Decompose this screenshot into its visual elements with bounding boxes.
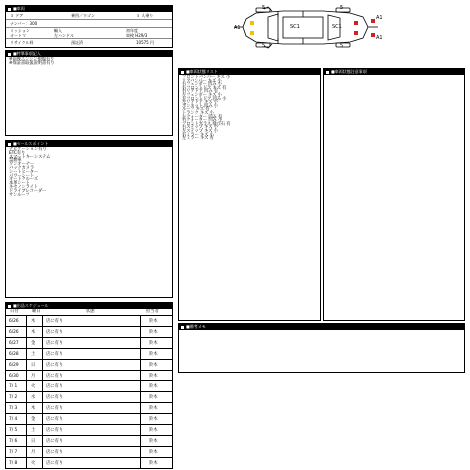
schedule-title: ■出品スケジュール [13,303,49,308]
feature-line: ※前後エンジン損傷有り [9,57,55,62]
schedule-cell-status: 店に有り [46,373,64,379]
info-cell: 輸入 [54,28,62,33]
schedule-cell-status: 店に有り [46,406,64,412]
condition-line: 左フェンダー キズ 小 [182,93,222,98]
sales-point-line: シートヒーター [9,169,39,175]
sales-points-title: ■セールスポイント [13,141,49,146]
schedule-cell-date: 6/29 [9,362,19,368]
sales-point-line: キセノンライト [9,185,39,190]
condition-notes-title: ■車両状態注意事項 [331,69,367,74]
sales-point-line: ナビゲーション有り [9,147,47,152]
schedule-cell-status: 店に有り [46,428,64,433]
header-marker-icon [8,143,11,146]
schedule-cell-status: 店に有り [46,329,64,335]
schedule-cell-status: 店に有り [46,340,64,346]
condition-line: リアバンパー キズ 小 [182,78,222,84]
info-row [6,12,172,20]
condition-line: ルーフ キズ 有 [182,107,210,113]
info-cell: 乗用／ワゴン [71,13,95,18]
condition-list-panel [178,68,321,321]
schedule-cell-date: 6/27 [9,340,19,346]
schedule-cell-day: 水 [31,395,36,401]
schedule-cell-staff: 鈴木 [149,384,158,390]
condition-line: 右リアドア 凹み 有 [182,89,218,95]
schedule-cell-staff: 鈴木 [149,329,158,335]
header-marker-icon [181,326,184,329]
damage-label: SC1 [332,24,342,30]
schedule-cell-staff: 鈴木 [149,449,158,455]
sales-point-line: ワンオーナー [9,162,35,168]
condition-line: 左フロントドア 凹み 小 [182,96,227,102]
schedule-cell-status: 店に有り [46,395,64,401]
schedule-cell-staff: 鈴木 [149,362,158,368]
info-row [6,20,172,28]
schedule-table [6,315,172,468]
car-outline-icon [228,5,398,50]
schedule-cell-staff: 鈴木 [149,340,158,346]
column-header: 状態 [86,309,95,314]
schedule-panel [5,302,173,469]
damage-label: 5 [340,5,344,11]
schedule-cell-day: 日 [31,362,36,368]
schedule-cell-day: 木 [31,329,36,335]
schedule-cell-staff: 鈴木 [149,319,158,324]
vehicle-info-title: ■車両 [13,6,25,11]
damage-marker [354,31,358,35]
condition-line: フロントバンパー キズ 小 [182,75,231,80]
damage-label: 5 [262,5,266,11]
condition-line: トランク キズ 小 [182,111,214,116]
schedule-cell-day: 土 [31,428,36,433]
damage-marker [371,19,375,23]
schedule-cell-staff: 鈴木 [149,428,158,433]
schedule-cell-staff: 鈴木 [149,417,158,423]
damage-label: A1 [234,25,241,31]
damage-marker [371,33,375,37]
header-marker-icon [326,71,329,74]
schedule-cell-day: 火 [31,460,36,466]
schedule-cell-day: 金 [31,417,36,423]
schedule-cell-day: 月 [31,449,36,455]
info-cell: ナンバー：300 [10,21,38,26]
schedule-cell-staff: 鈴木 [149,438,158,444]
condition-line: 左クォーター 凹み 有 [182,114,223,120]
schedule-cell-date: 6/26 [9,329,19,335]
schedule-cell-date: 7/ 3 [9,406,18,412]
condition-line: ボンネット 凹み 小 [182,103,218,109]
schedule-cell-status: 店に有り [46,384,64,390]
info-cell: オートマ [10,33,26,38]
schedule-cell-date: 7/ 5 [9,428,18,433]
sales-point-line: バックカメラ [9,166,35,171]
features-title: ■特筆事項記入 [13,51,41,56]
schedule-cell-day: 木 [31,406,36,412]
damage-marker [250,31,254,35]
schedule-cell-status: 店に有り [46,417,64,423]
sales-points-panel [5,140,173,298]
condition-list-title: ■車両状態リスト [186,69,218,74]
memo-title: ■備考メモ [186,324,206,329]
header-marker-icon [181,71,184,74]
sales-point-line: パワーシート [9,173,35,179]
header-marker-icon [8,8,11,11]
condition-line: フロントガラス 飛び石 有 [182,121,231,127]
condition-line: 左ミラー キズ 有 [182,136,214,142]
car-damage-diagram [228,5,398,50]
schedule-cell-date: 6/26 [9,319,19,324]
schedule-cell-date: 6/28 [9,351,19,357]
schedule-cell-staff: 鈴木 [149,460,158,466]
sales-point-line: オートクルーズ [9,177,38,183]
schedule-cell-status: 店に有り [46,438,64,444]
schedule-cell-day: 火 [31,384,36,390]
sales-point-line: 本革シート [9,181,30,187]
memo-panel [178,323,465,373]
schedule-cell-date: 6/30 [9,373,19,379]
info-cell: 左ハンドル [54,33,74,38]
info-row [6,28,172,39]
schedule-cell-status: 店に有り [46,460,64,466]
features-panel [5,50,173,136]
schedule-cell-staff: 鈴木 [149,406,158,412]
info-cell: 10575 円 [136,40,154,45]
condition-line: 右フロントドア キズ 有 [182,85,227,91]
condition-line: 右ステップ キズ 小 [182,125,218,131]
schedule-cell-status: 店に有り [46,362,64,368]
header-marker-icon [8,53,11,56]
condition-line: 左リアドア キズ 小 [182,100,218,106]
condition-line: 右フェンダー 凹み 小 [182,82,222,88]
damage-marker [354,21,358,25]
damage-label: A1 [376,35,383,41]
column-header: 担当者 [146,309,159,314]
damage-label: SC1 [290,24,300,30]
schedule-cell-date: 7/ 8 [9,460,18,466]
info-cell: ミッション [10,28,30,33]
schedule-cell-date: 7/ 4 [9,417,18,423]
header-marker-icon [8,305,11,308]
sales-point-line: 禁煙車 [9,158,22,164]
schedule-cell-staff: 鈴木 [149,351,158,357]
schedule-cell-date: 7/ 1 [9,384,18,390]
condition-notes-panel [323,68,465,321]
damage-label: 5 [340,43,344,49]
schedule-cell-day: 月 [31,373,36,379]
info-row [6,39,172,48]
vehicle-info-panel [5,5,173,48]
schedule-cell-date: 7/ 6 [9,438,18,444]
column-header: 日付 [10,309,19,314]
schedule-cell-day: 木 [31,319,36,324]
condition-line: 右ミラー キズ 小 [182,132,214,138]
sales-point-line: スマートキーシステム [9,154,51,160]
schedule-cell-status: 店に有り [46,351,64,357]
sales-point-line: ETC有り [9,150,26,156]
info-cell: 車検 H29/3 [126,33,148,38]
condition-line: 左ステップ キズ 小 [182,129,218,134]
schedule-cell-day: 日 [31,438,36,444]
schedule-cell-date: 7/ 7 [9,449,18,455]
schedule-cell-staff: 鈴木 [149,373,158,379]
schedule-cell-day: 金 [31,340,36,346]
damage-label: A1 [376,15,383,21]
column-header: 曜日 [32,309,41,314]
schedule-cell-day: 土 [31,351,36,357]
info-cell: リサイクル料 [10,40,34,45]
sales-point-line: ドライブレコーダー [9,188,47,194]
schedule-cell-status: 店に有り [46,319,64,324]
sales-point-line: サンルーフ [9,192,30,198]
schedule-cell-staff: 鈴木 [149,395,158,401]
info-cell: 預託済 [71,40,83,45]
schedule-cell-status: 店に有り [46,449,64,455]
info-cell: 初年度 [126,28,138,33]
feature-line: ※保証書取扱説明書有り [9,61,55,66]
condition-line: 右クォーター 凹み 小 [182,118,223,124]
damage-marker [250,21,254,25]
info-cell: ５ 人乗り [136,13,154,18]
damage-label: 5 [262,43,266,49]
schedule-cell-date: 7/ 2 [9,395,18,401]
schedule-row [6,457,172,469]
condition-notes-header [324,69,464,75]
memo-header [179,324,464,330]
info-cell: ５ ドア [10,13,24,18]
